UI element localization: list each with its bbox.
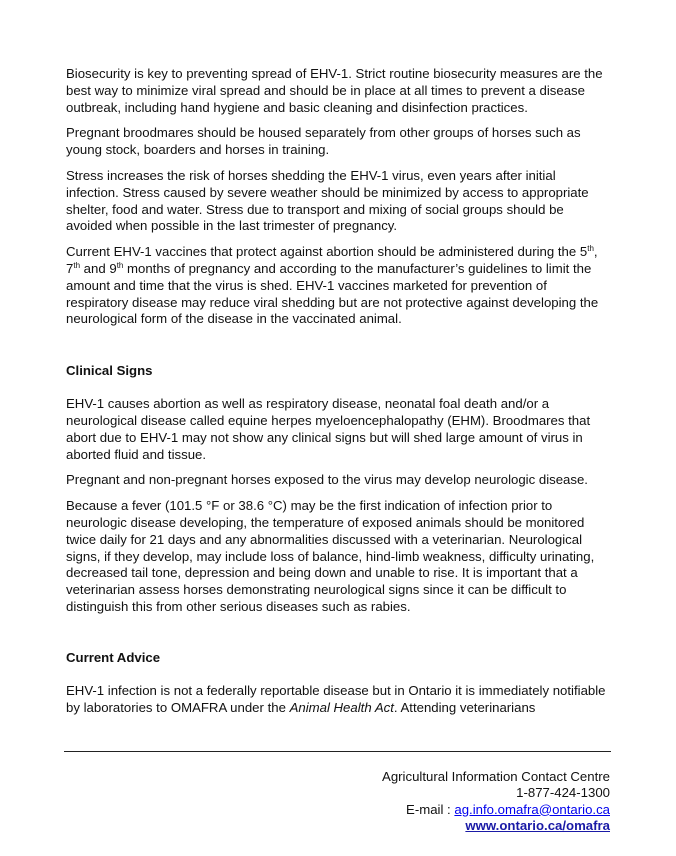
vaccine-text-2: , 7 <box>66 244 598 276</box>
vaccine-text-3: and 9 <box>80 260 117 276</box>
broodmare-housing-paragraph: Pregnant broodmares should be housed separately from other groups of horses such as young stock, boarders and horses in training. <box>66 125 581 158</box>
vaccine-sup-2: th <box>73 260 81 270</box>
vaccine-text-4: months of pregnancy and according to the manufacturer’s guidelines to limit the amount and time that the virus is shed. EHV-1 vaccines marketed for prevention of respiratory disease may reduce viral shedding but are not protective against developing the neurological form of the disease in the vaccinated animal. <box>66 260 599 327</box>
clinical-signs-paragraph-1: EHV-1 causes abortion as well as respiratory disease, neonatal foal death and/or a neurological disease called equine herpes myeloencephalopathy (EHM). Broodmares that abort due to EHV-1 may not show any clinical signs but will shed large amount of virus in aborted fluid and tissue. <box>66 396 591 462</box>
vaccine-sup-3: th <box>116 260 124 270</box>
footer-org: Agricultural Information Contact Centre <box>382 769 610 784</box>
vaccine-text-1: Current EHV-1 vaccines that protect against abortion should be administered during the 5 <box>66 244 588 260</box>
clinical-signs-heading: Clinical Signs <box>66 363 153 379</box>
stress-paragraph: Stress increases the risk of horses shedding the EHV-1 virus, even years after initial infection. Stress caused by severe weather should be minimized by access to appropriate shelter, food and water. Stress due to transport and mixing of social groups should be avoided when possible in the last trimester of pregnancy. <box>66 167 589 234</box>
vaccine-sup-1: th <box>587 244 594 254</box>
current-advice-paragraph <box>66 683 611 717</box>
footer-email-label: E-mail : <box>406 801 455 817</box>
advice-text-before: EHV-1 infection is not a federally reportable disease but in Ontario it is immediately notifiable by laboratories to OMAFRA under the <box>66 682 606 715</box>
footer-phone: 1-877-424-1300 <box>516 785 610 801</box>
footer-website-link[interactable]: www.ontario.ca/omafra <box>465 817 610 833</box>
vaccine-paragraph <box>66 244 611 328</box>
clinical-signs-paragraph-2: Pregnant and non-pregnant horses exposed to the virus may develop neurologic disease. <box>66 472 588 488</box>
footer-email-link[interactable]: ag.info.omafra@ontario.ca <box>454 801 610 817</box>
footer-email-line <box>382 802 610 818</box>
current-advice-heading: Current Advice <box>66 649 161 665</box>
biosecurity-paragraph: Biosecurity is key to preventing spread of EHV-1. Strict routine biosecurity measures are the best way to minimize viral spread and should be in place at all times to prevent a disease outbreak, including hand hygiene and basic cleaning and disinfection practices. <box>66 66 603 115</box>
clinical-signs-paragraph-3: Because a fever (101.5 °F or 38.6 °C) may be the first indication of infection prior to neurologic disease developing, the temperature of exposed animals should be monitored twice daily for 21 days and any abnormalities discussed with a veterinarian. Neurological signs, if they develop, may include loss of balance, hind-limb weakness, difficulty urinating, decreased tail tone, depression and being down and unable to rise. It is important that a veterinarian assess horses demonstrating neurological signs since it can be difficult to distinguish this from other serious diseases such as rabies. <box>66 498 595 614</box>
footer-divider <box>64 751 611 752</box>
advice-text-after: . Attending veterinarians <box>393 699 536 715</box>
animal-health-act: Animal Health Act <box>289 699 394 715</box>
footer-website-line <box>382 818 610 834</box>
document-body <box>66 66 611 725</box>
footer-contact <box>382 769 610 834</box>
